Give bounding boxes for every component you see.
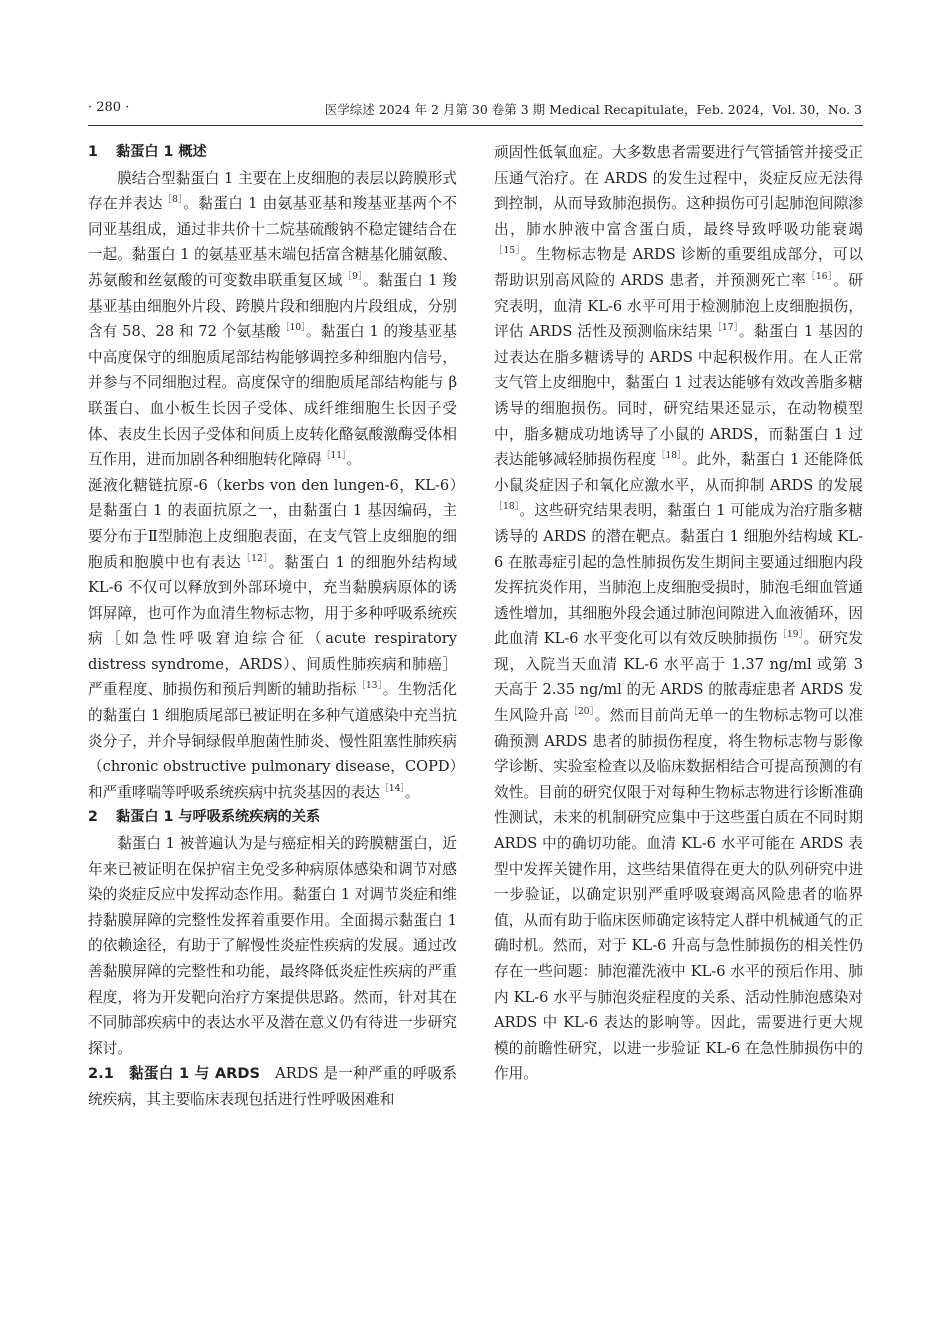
citation-13[interactable]: ［13］ [356,681,383,692]
section-1-paragraph-2 [88,473,457,806]
text-run: 。研究表明，血清 KL-6 水平可用于检测肺泡上皮细胞损伤，评估 ARDS 活性及预测临床结果 [494,271,863,341]
text-run: 涎液化糖链抗原-6（kerbs von den lungen-6，KL-6）是黏蛋白 1 的表面抗原之一，由黏蛋白 1 基因编码，主要分布于Ⅱ型肺泡上皮细胞表面，在支气管上皮细胞的细胞质和胞膜中也有表达 [88,476,457,571]
citation-15[interactable]: ［15］ [494,246,521,257]
text-run: 。黏蛋白 1 基因的过表达在脂多糖诱导的 ARDS 中起积极作用。在人正常支气管上皮细胞中，黏蛋白 1 过表达能够有效改善脂多糖诱导的细胞损伤。同时，研究结果还显示，在动物模型中，脂多糖成功地诱导了小鼠的 ARDS，而黏蛋白 1 过表达能够减轻肺损伤程度 [494,323,864,469]
citation-18[interactable]: ［18］ [656,451,682,462]
section-1-heading [88,140,457,166]
text-run: 。这些研究结果表明，黏蛋白 1 可能成为治疗脂多糖诱导的 ARDS 的潜在靶点。黏蛋白 1 细胞外结构域 KL-6 在脓毒症引起的急性肺损伤发生期间主要通过细胞内段发挥抗炎作用，当肺泡上皮细胞受损时，肺泡毛细血管通透性增加，其细胞外段会通过肺泡间隙进入血液循环，因此血清 KL-6 水平变化可以有效反映肺损伤 [494,502,863,648]
text-run: 。黏蛋白 1 由氨基亚基和羧基亚基两个不同亚基组成，通过非共价十二烷基硫酸钠不稳定键结合在一起。黏蛋白 1 的氨基亚基末端包括富含糖基化脯氨酸、苏氨酸和丝氨酸的可变数串联重复区域 [88,195,457,289]
text-run: ARDS 是一种严重的呼吸系统疾病，其主要临床表现包括进行性呼吸困难和 [88,1065,457,1108]
citation-11[interactable]: ［11］ [321,451,347,462]
text-run: 。此外，黏蛋白 1 还能降低小鼠炎症因子和氧化应激水平，从而抑制 ARDS 的发展 [494,451,863,494]
text-run: 。黏蛋白 1 羧基亚基由细胞外片段、跨膜片段和细胞内片段组成，分别含有 58、28 和 72 个氨基酸 [88,271,457,341]
section-2-1-heading: 2.1 黏蛋白 1 与 ARDS [88,1065,260,1083]
text-run: 。黏蛋白 1 的羧基亚基中高度保守的细胞质尾部结构能够调控多种细胞内信号，并参与不同细胞过程。高度保守的细胞质尾部结构能与 β 联蛋白、血小板生长因子受体、成纤维细胞生长因子受体、表皮生长因子受体和间质上皮转化酪氨酸激酶受体相互作用，进而加剧各种细胞转化障碍 [88,323,457,469]
section-2-number: 2 [88,809,98,826]
page-number: · 280 · [88,100,130,115]
citation-8[interactable]: ［8］ [162,195,184,206]
section-1-number: 1 [88,144,98,160]
text-run: 。研究发现，入院当天血清 KL-6 水平高于 1.37 ng/ml 或第 3 天高于 2.35 ng/ml 的无 ARDS 的脓毒症患者 ARDS 发生风险升高 [494,630,863,725]
text-run: 膜结合型黏蛋白 1 主要在上皮细胞的表层以跨膜形式存在并表达 [88,169,457,213]
citation-18-repeat[interactable]: ［18］ [494,502,520,513]
section-2-1-paragraph [88,1061,457,1112]
text-run: 。黏蛋白 1 的细胞外结构域 KL-6 不仅可以释放到外部环境中，充当黏膜病原体的诱饵屏障，也可作为血清生物标志物，用于多种呼吸系统疾病［如急性呼吸窘迫综合征（acute respiratory distress syndrome，ARDS）、间质性肺疾病和肺癌］严重程度、肺损伤和预后判断的辅助指标 [88,553,457,699]
citation-20[interactable]: ［20］ [568,707,595,718]
section-1-title: 黏蛋白 1 概述 [116,144,207,160]
right-column [494,140,863,1087]
text-run: 。生物标志物是 ARDS 诊断的重要组成部分，可以帮助识别高风险的 ARDS 患者，并预测死亡率 [494,246,863,289]
text-run: 。然而目前尚无单一的生物标志物可以准确预测 ARDS 患者的肺损伤程度，将生物标志物与影像学诊断、实验室检查以及临床数据相结合可提高预测的有效性。目前的研究仅限于对每种生物标志物进行诊断准确性测试，未来的机制研究应集中于这些蛋白质在不同时期 ARDS 中的确切功能。血清 KL-6 水平可能在 ARDS 表型中发挥关键作用，这些结果值得在更大的队列研究中进一步验证，以确定识别严重呼吸衰竭高风险患者的临界值，从而有助于临床医师确定该特定人群中机械通气的正确时机。然而，对于 KL-6 升高与急性肺损伤的相关性仍存在一些问题：肺泡灌洗液中 KL-6 水平的预后作用、肺内 KL-6 水平与肺泡炎症程度的关系、活动性肺泡感染对 ARDS 中 KL-6 表达的影响等。因此，需要进行更大规模的前瞻性研究，以进一步验证 KL-6 在急性肺损伤中的作用。 [494,707,863,1083]
text-run: 。 [346,451,362,469]
citation-19[interactable]: ［19］ [777,630,804,641]
text-run: 。生物活化的黏蛋白 1 细胞质尾部已被证明在多种气道感染中充当抗炎分子，并介导铜绿假单胞菌性肺炎、慢性阻塞性肺疾病（chronic obstructive pulmonary disease，COPD）和严重哮喘等呼吸系统疾病中抗炎基因的表达 [88,681,457,801]
citation-12[interactable]: ［12］ [241,553,269,564]
citation-16[interactable]: ［16］ [806,272,834,283]
journal-running-header: 医学综述 2024 年 2 月第 30 卷第 3 期 Medical Recapitulate，Feb. 2024，Vol. 30，No. 3 [324,102,862,117]
citation-10[interactable]: ［10］ [280,323,306,334]
citation-9[interactable]: ［9］ [342,272,364,283]
section-2-paragraph-1: 黏蛋白 1 被普遍认为是与癌症相关的跨膜糖蛋白，近年来已被证明在保护宿主免受多种病原体感染和调节对感染的炎症反应中发挥动态作用。黏蛋白 1 对调节炎症和维持黏膜屏障的完整性发挥着重要作用。全面揭示黏蛋白 1 的依赖途径，有助于了解慢性炎症性疾病的发展。通过改善黏膜屏障的完整性和功能，最终降低炎症性疾病的严重程度，将为开发靶向治疗方案提供思路。然而，针对其在不同肺部疾病中的表达水平及潜在意义仍有待进一步研究探讨。 [88,835,457,1057]
left-column [88,140,457,1113]
citation-17[interactable]: ［17］ [712,323,739,334]
section-2-1-continued [494,140,863,1087]
section-2-heading [88,805,457,831]
text-run: 。 [404,783,420,801]
citation-14[interactable]: ［14］ [379,783,405,794]
header-divider [88,125,863,126]
text-run: 顽固性低氧血症。大多数患者需要进行气管插管并接受正压通气治疗。在 ARDS 的发生过程中，炎症反应无法得到控制，从而导致肺泡损伤。这种损伤可引起肺泡间隙渗出，肺水肿液中富含蛋白质，最终导致呼吸功能衰竭 [494,144,863,238]
section-1-paragraph-1 [88,166,457,473]
section-2-title: 黏蛋白 1 与呼吸系统疾病的关系 [116,809,321,826]
